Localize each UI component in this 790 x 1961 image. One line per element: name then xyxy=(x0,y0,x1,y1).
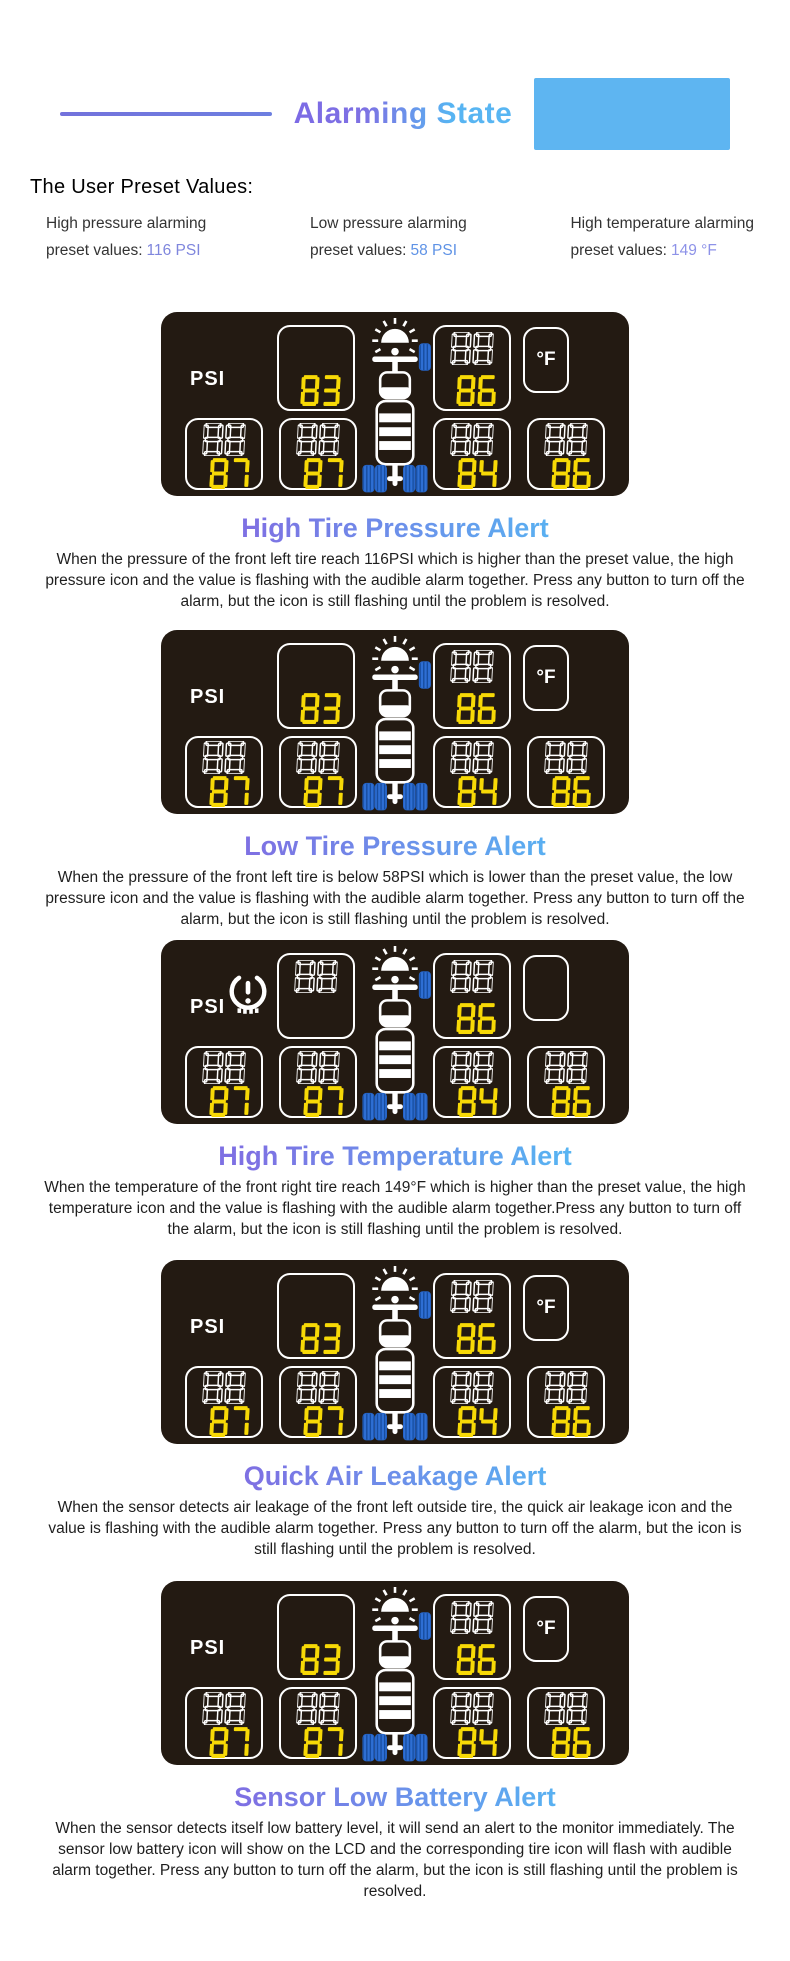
rear-placeholder-digits xyxy=(203,1371,245,1404)
rear-placeholder-digits xyxy=(545,1371,587,1404)
truck-top-view-icon xyxy=(355,1584,435,1762)
preset-label: High temperature alarming xyxy=(570,215,754,232)
preset-value-prefix: preset values: xyxy=(309,242,407,259)
alert-heading-high-pressure: High Tire Pressure Alert xyxy=(0,512,790,544)
pressure-unit-label: PSI xyxy=(190,1316,226,1338)
temperature-unit-label: °F xyxy=(536,1618,556,1639)
rear-placeholder-digits xyxy=(203,423,245,456)
preset-value-line xyxy=(570,242,754,260)
rear-placeholder-digits xyxy=(451,1051,493,1084)
rear-value-digits xyxy=(210,1086,249,1117)
rear-value-digits xyxy=(304,458,343,489)
preset-value: 116 PSI xyxy=(146,242,201,259)
tire-box-front-right xyxy=(433,1594,511,1680)
preset-value: 149 °F xyxy=(670,242,717,259)
preset-label: Low pressure alarming xyxy=(309,215,467,232)
tire-box-rear-right-outer xyxy=(527,1687,605,1759)
tire-box-rear-left-outer xyxy=(185,1366,263,1438)
lcd-panel-air-leakage xyxy=(0,1260,790,1444)
rear-value-digits xyxy=(552,1406,591,1437)
tire-box-rear-right-inner xyxy=(433,1687,511,1759)
rear-value-digits xyxy=(458,1727,497,1758)
title-rule-right xyxy=(534,78,730,150)
rear-placeholder-digits xyxy=(297,1051,339,1084)
front-right-placeholder-digits xyxy=(451,650,493,683)
tire-box-front-left xyxy=(277,1273,355,1359)
front-left-value-digits xyxy=(301,1323,340,1354)
preset-value-prefix: preset values: xyxy=(46,242,143,259)
front-right-value-digits xyxy=(457,1323,496,1354)
preset-values-heading: The User Preset Values: xyxy=(30,176,254,198)
tire-box-front-left xyxy=(277,325,355,411)
alert-heading-low-pressure: Low Tire Pressure Alert xyxy=(0,830,790,862)
temperature-unit-label: °F xyxy=(536,667,556,688)
tire-box-rear-right-outer xyxy=(527,418,605,490)
preset-value-prefix: preset values: xyxy=(570,242,667,259)
temperature-unit-box xyxy=(523,1596,569,1662)
preset-values-row xyxy=(0,215,790,260)
tire-box-rear-left-outer xyxy=(185,418,263,490)
rear-value-digits xyxy=(304,1406,343,1437)
pressure-unit-label: PSI xyxy=(190,996,226,1018)
temperature-unit-box xyxy=(523,645,569,711)
rear-placeholder-digits xyxy=(203,741,245,774)
tpms-low-pressure-icon xyxy=(227,972,269,1014)
rear-value-digits xyxy=(458,776,497,807)
tire-box-front-right xyxy=(433,325,511,411)
preset-value: 58 PSI xyxy=(410,242,457,259)
tire-box-rear-right-inner xyxy=(433,736,511,808)
front-left-value-digits xyxy=(301,693,340,724)
rear-placeholder-digits xyxy=(545,1692,587,1725)
pressure-unit-label: PSI xyxy=(190,368,226,390)
rear-placeholder-digits xyxy=(297,741,339,774)
truck-top-view-icon xyxy=(355,1263,435,1441)
rear-placeholder-digits xyxy=(451,741,493,774)
rear-value-digits xyxy=(210,776,249,807)
tpms-lcd-display xyxy=(161,940,629,1124)
lcd-panel-low-battery xyxy=(0,1581,790,1765)
tpms-lcd-display xyxy=(161,312,629,496)
tpms-lcd-display xyxy=(161,1260,629,1444)
front-right-value-digits xyxy=(457,375,496,406)
tire-box-rear-left-inner xyxy=(279,736,357,808)
front-right-value-digits xyxy=(457,693,496,724)
rear-placeholder-digits xyxy=(451,1692,493,1725)
lcd-panel-high-pressure xyxy=(0,312,790,496)
front-right-value-digits xyxy=(457,1644,496,1675)
truck-top-view-icon xyxy=(355,943,435,1121)
front-right-placeholder-digits xyxy=(451,332,493,365)
preset-column-high-temperature xyxy=(570,215,754,260)
truck-top-view-icon xyxy=(355,315,435,493)
page-title-row xyxy=(0,78,790,150)
preset-label: High pressure alarming xyxy=(46,215,207,232)
rear-placeholder-digits xyxy=(203,1051,245,1084)
front-left-placeholder-digits xyxy=(295,960,337,993)
rear-placeholder-digits xyxy=(297,1371,339,1404)
rear-placeholder-digits xyxy=(297,423,339,456)
alert-body-low-battery: When the sensor detects itself low battery level, it will send an alert to the monitor immediately. The sensor low battery icon will show on the LCD and the corresponding tire icon will flash with audible alarm together. Press any button to turn off the alarm, but the icon is still flashing until the problem is resolved. xyxy=(52,1820,738,1900)
tire-box-front-left xyxy=(277,1594,355,1680)
rear-value-digits xyxy=(552,776,591,807)
tire-box-rear-left-outer xyxy=(185,1046,263,1118)
tire-box-rear-left-inner xyxy=(279,1366,357,1438)
temperature-unit-box xyxy=(523,327,569,393)
rear-placeholder-digits xyxy=(203,1692,245,1725)
temperature-unit-label: °F xyxy=(536,349,556,370)
rear-placeholder-digits xyxy=(545,423,587,456)
front-right-value-digits xyxy=(457,1003,496,1034)
rear-placeholder-digits xyxy=(545,741,587,774)
preset-value-line xyxy=(46,242,206,260)
alert-heading-high-temperature: High Tire Temperature Alert xyxy=(0,1140,790,1172)
alert-body-high-temperature: When the temperature of the front right tire reach 149°F which is higher than the preset value, the high temperature icon and the value is flashing with the audible alarm together.Press any button to turn off the alarm, but the icon is still flashing until the problem is resolved. xyxy=(44,1179,746,1238)
tire-box-rear-right-outer xyxy=(527,1046,605,1118)
temperature-unit-box xyxy=(523,1275,569,1341)
rear-value-digits xyxy=(210,458,249,489)
tire-box-front-right xyxy=(433,1273,511,1359)
rear-value-digits xyxy=(552,1727,591,1758)
tire-box-front-left xyxy=(277,953,355,1039)
preset-column-high-pressure xyxy=(46,215,206,260)
tpms-lcd-display xyxy=(161,630,629,814)
alert-heading-low-battery: Sensor Low Battery Alert xyxy=(0,1781,790,1813)
pressure-unit-label: PSI xyxy=(190,686,226,708)
tire-box-rear-left-inner xyxy=(279,1687,357,1759)
rear-value-digits xyxy=(210,1727,249,1758)
lcd-panel-low-pressure xyxy=(0,630,790,814)
rear-value-digits xyxy=(304,776,343,807)
tire-box-rear-left-outer xyxy=(185,736,263,808)
pressure-unit-label: PSI xyxy=(190,1637,226,1659)
rear-value-digits xyxy=(304,1727,343,1758)
truck-top-view-icon xyxy=(355,633,435,811)
alert-heading-air-leakage: Quick Air Leakage Alert xyxy=(0,1460,790,1492)
tire-box-front-right xyxy=(433,643,511,729)
rear-value-digits xyxy=(304,1086,343,1117)
tire-box-rear-left-inner xyxy=(279,418,357,490)
tire-box-rear-right-inner xyxy=(433,1046,511,1118)
tire-box-rear-right-outer xyxy=(527,1366,605,1438)
front-right-placeholder-digits xyxy=(451,1601,493,1634)
front-left-value-digits xyxy=(301,375,340,406)
preset-column-low-pressure xyxy=(310,215,467,260)
rear-placeholder-digits xyxy=(297,1692,339,1725)
tire-box-rear-left-inner xyxy=(279,1046,357,1118)
tire-box-front-left xyxy=(277,643,355,729)
tire-box-front-right xyxy=(433,953,511,1039)
rear-value-digits xyxy=(552,1086,591,1117)
alert-body-air-leakage: When the sensor detects air leakage of the front left outside tire, the quick air leakage icon and the value is flashing with the audible alarm together. Press any button to turn off the alarm, but the icon is still flashing until the problem is resolved. xyxy=(48,1499,742,1558)
rear-placeholder-digits xyxy=(451,1371,493,1404)
rear-value-digits xyxy=(458,458,497,489)
preset-value-line xyxy=(310,242,467,260)
front-right-placeholder-digits xyxy=(451,1280,493,1313)
tire-box-rear-left-outer xyxy=(185,1687,263,1759)
alert-body-low-pressure: When the pressure of the front left tire is below 58PSI which is lower than the preset value, the low pressure icon and the value is flashing with the audible alarm together. Press any button to turn off the alarm, but the icon is still flashing until the problem is resolved. xyxy=(45,869,745,928)
alert-body-high-pressure: When the pressure of the front left tire reach 116PSI which is higher than the preset value, the high pressure icon and the value is flashing with the audible alarm together. Press any button to turn off the alarm, but the icon is still flashing until the problem is resolved. xyxy=(45,551,745,610)
rear-placeholder-digits xyxy=(451,423,493,456)
rear-value-digits xyxy=(552,458,591,489)
rear-value-digits xyxy=(458,1406,497,1437)
page-title: Alarming State xyxy=(293,97,513,130)
tire-box-rear-right-outer xyxy=(527,736,605,808)
front-left-value-digits xyxy=(301,1644,340,1675)
rear-value-digits xyxy=(210,1406,249,1437)
rear-value-digits xyxy=(458,1086,497,1117)
tire-box-rear-right-inner xyxy=(433,1366,511,1438)
front-right-placeholder-digits xyxy=(451,960,493,993)
tire-box-rear-right-inner xyxy=(433,418,511,490)
lcd-panel-high-temperature xyxy=(0,940,790,1124)
title-rule-left xyxy=(60,112,272,116)
rear-placeholder-digits xyxy=(545,1051,587,1084)
tpms-lcd-display xyxy=(161,1581,629,1765)
temperature-unit-box xyxy=(523,955,569,1021)
temperature-unit-label: °F xyxy=(536,1297,556,1318)
